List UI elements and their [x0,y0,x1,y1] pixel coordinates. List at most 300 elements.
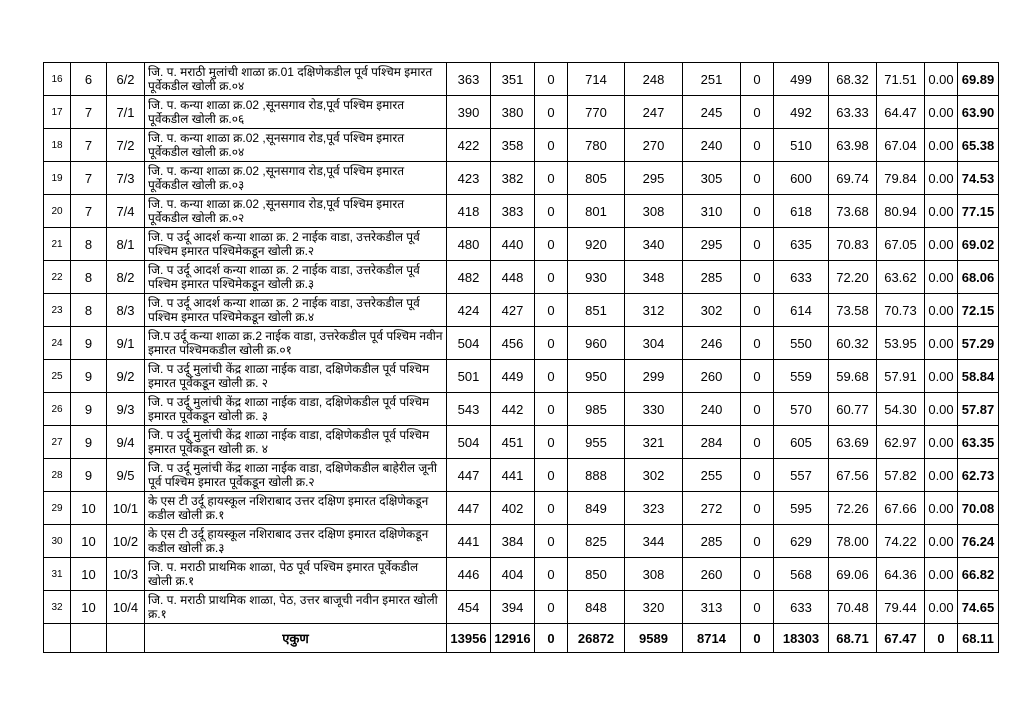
cell-p3: 0.00 [925,393,958,426]
cell-sr: 18 [44,129,71,162]
cell-v1: 422 [447,129,491,162]
cell-booth: 9/4 [107,426,145,459]
cell-ward: 10 [71,591,107,624]
cell-v3: 0 [535,558,568,591]
cell-v6: 240 [683,393,741,426]
cell-v3: 0 [535,492,568,525]
cell-v4: 770 [568,96,625,129]
cell-p4: 69.89 [958,63,999,96]
cell-p2: 80.94 [877,195,925,228]
cell-ward: 9 [71,327,107,360]
cell-v1: 504 [447,426,491,459]
cell-v6: 260 [683,360,741,393]
cell-v6: 295 [683,228,741,261]
cell-p3: 0.00 [925,261,958,294]
cell-p3: 0.00 [925,492,958,525]
cell-p4: 62.73 [958,459,999,492]
total-sr [44,624,71,653]
cell-v7: 0 [741,96,774,129]
cell-v1: 454 [447,591,491,624]
table-row [44,162,999,195]
cell-booth: 10/3 [107,558,145,591]
cell-sr: 31 [44,558,71,591]
total-p1: 68.71 [829,624,877,653]
cell-p1: 60.77 [829,393,877,426]
cell-ward: 7 [71,129,107,162]
table-row [44,525,999,558]
cell-p2: 67.66 [877,492,925,525]
cell-v4: 950 [568,360,625,393]
cell-v4: 930 [568,261,625,294]
cell-v8: 595 [774,492,829,525]
cell-v3: 0 [535,129,568,162]
cell-p1: 63.98 [829,129,877,162]
cell-booth: 9/2 [107,360,145,393]
cell-sr: 19 [44,162,71,195]
cell-v2: 358 [491,129,535,162]
cell-v7: 0 [741,492,774,525]
cell-p2: 57.82 [877,459,925,492]
cell-v1: 424 [447,294,491,327]
cell-booth: 10/4 [107,591,145,624]
cell-v7: 0 [741,426,774,459]
cell-v1: 447 [447,492,491,525]
cell-name: के एस टी उर्दू हायस्कूल नशिराबाद उत्तर दक्षिण इमारत दक्षिणेकडून कडील खोली क्र.१ [145,492,447,525]
cell-v2: 383 [491,195,535,228]
cell-name: जि. प उर्दू मुलांची केंद्र शाळा नाईक वाडा, दक्षिणेकडील बाहेरील जूनी पूर्व पश्चिम इमारत पूर्वेकडून खोली क्र.२ [145,459,447,492]
cell-booth: 9/3 [107,393,145,426]
cell-name: जि. प उर्दू आदर्श कन्या शाळा क्र. 2 नाईक वाडा, उत्तरेकडील पूर्व पश्चिम इमारत पश्चिमेकडून खोली क्र.३ [145,261,447,294]
cell-sr: 16 [44,63,71,96]
table-row [44,129,999,162]
cell-v8: 618 [774,195,829,228]
cell-v6: 272 [683,492,741,525]
cell-v3: 0 [535,63,568,96]
cell-v8: 550 [774,327,829,360]
table-row [44,459,999,492]
cell-sr: 20 [44,195,71,228]
cell-v6: 245 [683,96,741,129]
cell-booth: 7/3 [107,162,145,195]
total-v6: 8714 [683,624,741,653]
cell-v2: 440 [491,228,535,261]
cell-v8: 600 [774,162,829,195]
cell-v3: 0 [535,525,568,558]
cell-v5: 323 [625,492,683,525]
cell-v1: 418 [447,195,491,228]
cell-booth: 10/1 [107,492,145,525]
cell-v6: 284 [683,426,741,459]
cell-name: जि. प. मराठी प्राथमिक शाळा, पेठ, उत्तर बाजूची नवीन इमारत खोली क्र.१ [145,591,447,624]
cell-booth: 6/2 [107,63,145,96]
table-row [44,96,999,129]
table-row [44,327,999,360]
cell-sr: 24 [44,327,71,360]
cell-v8: 633 [774,591,829,624]
cell-name: जि. प उर्दू मुलांची केंद्र शाळा नाईक वाडा, दक्षिणेकडील पूर्व पश्चिम इमारत पूर्वेकडून खोली क्र. २ [145,360,447,393]
cell-v2: 402 [491,492,535,525]
cell-v5: 312 [625,294,683,327]
cell-v5: 308 [625,558,683,591]
cell-sr: 27 [44,426,71,459]
cell-v5: 299 [625,360,683,393]
cell-v2: 427 [491,294,535,327]
cell-name: जि. प उर्दू मुलांची केंद्र शाळा नाईक वाडा, दक्षिणेकडील पूर्व पश्चिम इमारत पूर्वेकडून खोली क्र. ४ [145,426,447,459]
cell-p4: 74.65 [958,591,999,624]
cell-p3: 0.00 [925,459,958,492]
total-v3: 0 [535,624,568,653]
total-booth [107,624,145,653]
cell-v2: 382 [491,162,535,195]
cell-p3: 0.00 [925,228,958,261]
cell-ward: 7 [71,162,107,195]
cell-v7: 0 [741,591,774,624]
cell-v1: 363 [447,63,491,96]
cell-v7: 0 [741,327,774,360]
cell-p1: 60.32 [829,327,877,360]
table-row [44,492,999,525]
cell-sr: 25 [44,360,71,393]
cell-v1: 504 [447,327,491,360]
cell-v4: 985 [568,393,625,426]
cell-v8: 499 [774,63,829,96]
cell-v6: 310 [683,195,741,228]
cell-v5: 270 [625,129,683,162]
cell-v6: 305 [683,162,741,195]
cell-v5: 340 [625,228,683,261]
cell-v8: 559 [774,360,829,393]
cell-v2: 394 [491,591,535,624]
cell-p4: 65.38 [958,129,999,162]
cell-v4: 801 [568,195,625,228]
cell-p1: 63.33 [829,96,877,129]
cell-v7: 0 [741,459,774,492]
cell-v3: 0 [535,96,568,129]
cell-v4: 888 [568,459,625,492]
cell-v2: 384 [491,525,535,558]
cell-sr: 22 [44,261,71,294]
cell-p4: 74.53 [958,162,999,195]
cell-booth: 8/3 [107,294,145,327]
cell-v6: 251 [683,63,741,96]
cell-v7: 0 [741,525,774,558]
cell-name: के एस टी उर्दू हायस्कूल नशिराबाद उत्तर दक्षिण इमारत दक्षिणेकडून कडील खोली क्र.३ [145,525,447,558]
cell-p1: 67.56 [829,459,877,492]
cell-sr: 30 [44,525,71,558]
cell-p4: 77.15 [958,195,999,228]
cell-p3: 0.00 [925,327,958,360]
cell-sr: 32 [44,591,71,624]
cell-v7: 0 [741,294,774,327]
cell-v8: 570 [774,393,829,426]
cell-p1: 69.06 [829,558,877,591]
cell-ward: 8 [71,228,107,261]
cell-booth: 9/1 [107,327,145,360]
turnout-table [43,62,999,653]
cell-v3: 0 [535,426,568,459]
cell-v5: 295 [625,162,683,195]
table-row [44,591,999,624]
cell-p3: 0.00 [925,162,958,195]
cell-v7: 0 [741,558,774,591]
cell-v7: 0 [741,228,774,261]
cell-p4: 70.08 [958,492,999,525]
cell-booth: 7/2 [107,129,145,162]
table-row [44,558,999,591]
cell-v1: 441 [447,525,491,558]
cell-booth: 8/2 [107,261,145,294]
cell-sr: 28 [44,459,71,492]
cell-v5: 308 [625,195,683,228]
cell-p3: 0.00 [925,360,958,393]
total-p4: 68.11 [958,624,999,653]
cell-v1: 482 [447,261,491,294]
cell-name: जि. प उर्दू आदर्श कन्या शाळा क्र. 2 नाईक वाडा, उत्तरेकडील पूर्व पश्चिम इमारत पश्चिमेकडून खोली क्र.४ [145,294,447,327]
cell-name: जि. प उर्दू मुलांची केंद्र शाळा नाईक वाडा, दक्षिणेकडील पूर्व पश्चिम इमारत पूर्वेकडून खोली क्र. ३ [145,393,447,426]
cell-p3: 0.00 [925,195,958,228]
cell-v5: 321 [625,426,683,459]
cell-ward: 10 [71,525,107,558]
total-v4: 26872 [568,624,625,653]
cell-v6: 246 [683,327,741,360]
cell-v8: 557 [774,459,829,492]
cell-name: जि. प. कन्या शाळा क्र.02 ,सूनसगाव रोड,पूर्व पश्चिम इमारत पूर्वेकडील खोली क्र.०२ [145,195,447,228]
cell-p1: 70.83 [829,228,877,261]
cell-name: जि. प. कन्या शाळा क्र.02 ,सूनसगाव रोड,पूर्व पश्चिम इमारत पूर्वेकडील खोली क्र.०४ [145,129,447,162]
table-body [44,63,999,624]
cell-v4: 955 [568,426,625,459]
cell-v2: 351 [491,63,535,96]
cell-v6: 302 [683,294,741,327]
total-v8: 18303 [774,624,829,653]
cell-ward: 9 [71,393,107,426]
cell-v2: 404 [491,558,535,591]
cell-v6: 260 [683,558,741,591]
cell-v6: 255 [683,459,741,492]
cell-p2: 62.97 [877,426,925,459]
cell-p2: 57.91 [877,360,925,393]
table-row [44,393,999,426]
cell-p1: 73.68 [829,195,877,228]
cell-v3: 0 [535,162,568,195]
cell-v3: 0 [535,591,568,624]
cell-sr: 26 [44,393,71,426]
cell-p3: 0.00 [925,96,958,129]
total-row [44,624,999,653]
cell-name: जि. प. मराठी प्राथमिक शाळा, पेठ पूर्व पश्चिम इमारत पूर्वेकडील खोली क्र.१ [145,558,447,591]
cell-p2: 79.44 [877,591,925,624]
cell-p2: 67.04 [877,129,925,162]
cell-p1: 72.26 [829,492,877,525]
cell-v4: 825 [568,525,625,558]
cell-v2: 442 [491,393,535,426]
cell-name: जि. प. कन्या शाळा क्र.02 ,सूनसगाव रोड,पूर्व पश्चिम इमारत पूर्वेकडील खोली क्र.०३ [145,162,447,195]
cell-p3: 0.00 [925,426,958,459]
cell-name: जि. प उर्दू आदर्श कन्या शाळा क्र. 2 नाईक वाडा, उत्तरेकडील पूर्व पश्चिम इमारत पश्चिमेकडून खोली क्र.२ [145,228,447,261]
table-row [44,63,999,96]
cell-v4: 849 [568,492,625,525]
total-v1: 13956 [447,624,491,653]
cell-p1: 68.32 [829,63,877,96]
cell-v8: 568 [774,558,829,591]
table-row [44,195,999,228]
cell-booth: 8/1 [107,228,145,261]
cell-v4: 850 [568,558,625,591]
cell-ward: 8 [71,294,107,327]
total-v2: 12916 [491,624,535,653]
cell-v7: 0 [741,195,774,228]
cell-v8: 605 [774,426,829,459]
cell-v7: 0 [741,162,774,195]
cell-p3: 0.00 [925,63,958,96]
cell-v1: 446 [447,558,491,591]
cell-p2: 64.47 [877,96,925,129]
cell-ward: 6 [71,63,107,96]
cell-v2: 441 [491,459,535,492]
cell-v4: 714 [568,63,625,96]
cell-name: जि.प उर्दू कन्या शाळा क्र.2 नाईक वाडा, उत्तरेकडील पूर्व पश्चिम नवीन इमारत पश्चिमकडील खोली क्र.०१ [145,327,447,360]
cell-p3: 0.00 [925,294,958,327]
cell-v8: 629 [774,525,829,558]
cell-v2: 449 [491,360,535,393]
cell-ward: 8 [71,261,107,294]
cell-p3: 0.00 [925,591,958,624]
cell-p1: 69.74 [829,162,877,195]
cell-p2: 70.73 [877,294,925,327]
cell-v6: 313 [683,591,741,624]
cell-p4: 63.35 [958,426,999,459]
cell-p2: 67.05 [877,228,925,261]
cell-v2: 451 [491,426,535,459]
cell-v8: 614 [774,294,829,327]
cell-p1: 78.00 [829,525,877,558]
cell-booth: 9/5 [107,459,145,492]
cell-p1: 73.58 [829,294,877,327]
cell-ward: 10 [71,492,107,525]
cell-sr: 23 [44,294,71,327]
cell-v6: 285 [683,525,741,558]
total-v7: 0 [741,624,774,653]
cell-p1: 63.69 [829,426,877,459]
cell-v1: 423 [447,162,491,195]
cell-v1: 480 [447,228,491,261]
total-p2: 67.47 [877,624,925,653]
cell-v3: 0 [535,195,568,228]
cell-sr: 17 [44,96,71,129]
cell-v1: 543 [447,393,491,426]
cell-p2: 54.30 [877,393,925,426]
cell-v4: 805 [568,162,625,195]
cell-v7: 0 [741,261,774,294]
table-row [44,294,999,327]
cell-p2: 79.84 [877,162,925,195]
cell-v7: 0 [741,360,774,393]
cell-p1: 72.20 [829,261,877,294]
cell-p3: 0.00 [925,558,958,591]
cell-v6: 285 [683,261,741,294]
cell-v4: 848 [568,591,625,624]
cell-v7: 0 [741,63,774,96]
cell-p4: 66.82 [958,558,999,591]
cell-v8: 510 [774,129,829,162]
cell-v2: 456 [491,327,535,360]
cell-p2: 53.95 [877,327,925,360]
cell-p2: 63.62 [877,261,925,294]
cell-v2: 380 [491,96,535,129]
cell-v2: 448 [491,261,535,294]
cell-p4: 68.06 [958,261,999,294]
cell-ward: 10 [71,558,107,591]
cell-booth: 7/4 [107,195,145,228]
cell-v4: 920 [568,228,625,261]
cell-p1: 59.68 [829,360,877,393]
cell-booth: 7/1 [107,96,145,129]
cell-p3: 0.00 [925,129,958,162]
cell-ward: 7 [71,96,107,129]
cell-v3: 0 [535,294,568,327]
cell-v7: 0 [741,393,774,426]
cell-v7: 0 [741,129,774,162]
cell-p4: 63.90 [958,96,999,129]
cell-v5: 330 [625,393,683,426]
total-ward [71,624,107,653]
cell-p4: 57.87 [958,393,999,426]
cell-v3: 0 [535,459,568,492]
cell-v3: 0 [535,261,568,294]
cell-v8: 633 [774,261,829,294]
cell-v5: 304 [625,327,683,360]
table-row [44,228,999,261]
cell-v8: 492 [774,96,829,129]
cell-p3: 0.00 [925,525,958,558]
cell-v3: 0 [535,393,568,426]
total-v5: 9589 [625,624,683,653]
cell-v4: 851 [568,294,625,327]
cell-v3: 0 [535,360,568,393]
cell-p4: 57.29 [958,327,999,360]
cell-v1: 390 [447,96,491,129]
table-row [44,360,999,393]
cell-ward: 9 [71,459,107,492]
table-row [44,426,999,459]
cell-v6: 240 [683,129,741,162]
cell-p4: 69.02 [958,228,999,261]
cell-v5: 320 [625,591,683,624]
cell-p4: 72.15 [958,294,999,327]
table-row [44,261,999,294]
cell-name: जि. प. मराठी मुलांची शाळा क्र.01 दक्षिणेकडील पूर्व पश्चिम इमारत पूर्वेकडील खोली क्र.०४ [145,63,447,96]
cell-v5: 302 [625,459,683,492]
cell-v4: 780 [568,129,625,162]
cell-v1: 447 [447,459,491,492]
cell-sr: 21 [44,228,71,261]
cell-ward: 9 [71,360,107,393]
cell-v1: 501 [447,360,491,393]
cell-p4: 58.84 [958,360,999,393]
cell-v5: 348 [625,261,683,294]
cell-v4: 960 [568,327,625,360]
cell-v3: 0 [535,228,568,261]
cell-p1: 70.48 [829,591,877,624]
cell-v3: 0 [535,327,568,360]
cell-p2: 64.36 [877,558,925,591]
cell-sr: 29 [44,492,71,525]
cell-p2: 71.51 [877,63,925,96]
cell-p2: 74.22 [877,525,925,558]
cell-ward: 9 [71,426,107,459]
total-p3: 0 [925,624,958,653]
cell-v8: 635 [774,228,829,261]
